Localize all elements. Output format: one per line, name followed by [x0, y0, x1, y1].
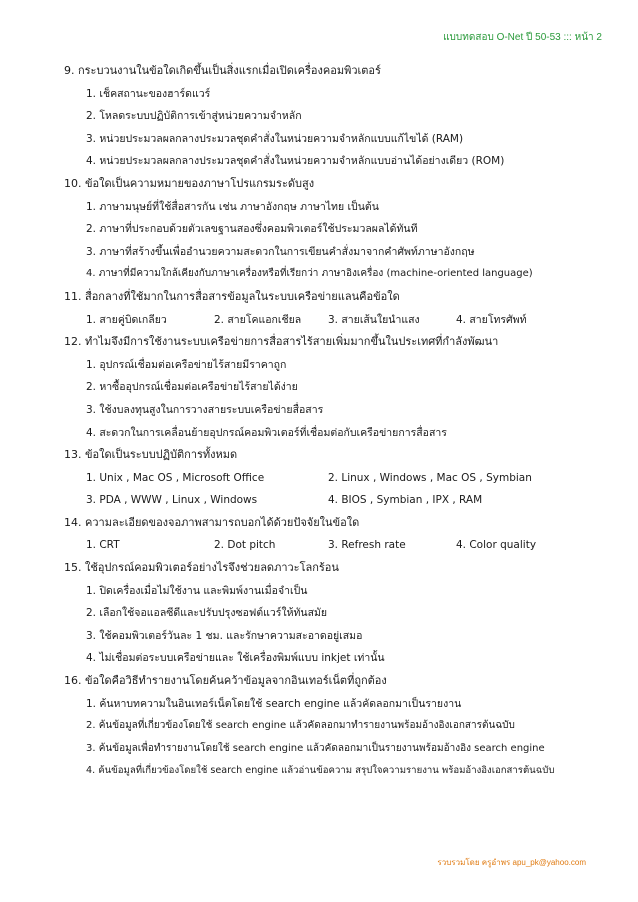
question-11-option-1: 1. สายคู่บิดเกลียว: [86, 313, 167, 326]
question-12-option-4: 4. สะดวกในการเคลื่อนย้ายอุปกรณ์คอมพิวเตอร์ที่เชื่อมต่อกับเครือข่ายการสื่อสาร: [86, 426, 447, 439]
question-11-option-3: 3. สายเส้นใยนำแสง: [328, 313, 420, 326]
question-11-option-4: 4. สายโทรศัพท์: [456, 313, 527, 326]
question-13-option-1: 1. Unix , Mac OS , Microsoft Office: [86, 471, 265, 484]
question-9-option-4: 4. หน่วยประมวลผลกลางประมวลชุดคำสั่งในหน่วยความจำหลักแบบอ่านได้อย่างเดียว (ROM): [86, 155, 505, 168]
question-9-option-1: 1. เช็คสถานะของฮาร์ดแวร์: [86, 87, 211, 100]
question-13-options-row-1: [64, 467, 624, 490]
question-10: 10. ข้อใดเป็นความหมายของภาษาโปรแกรมระดับสูง: [64, 176, 315, 190]
question-12-option-2: 2. หาซื้ออุปกรณ์เชื่อมต่อเครือข่ายไร้สายได้ง่าย: [86, 381, 298, 394]
question-13: 13. ข้อใดเป็นระบบปฏิบัติการทั้งหมด: [64, 448, 238, 462]
question-11-option-2: 2. สายโคแอกเชียล: [214, 313, 302, 326]
question-14-options: [64, 534, 624, 557]
page-header: แบบทดสอบ O-Net ปี 50-53 ::: หน้า 2: [443, 32, 602, 43]
question-10-option-2: 2. ภาษาที่ประกอบด้วยตัวเลขฐานสองซึ่งคอมพิวเตอร์ใช้ประมวลผลได้ทันที: [86, 223, 418, 236]
question-11-options: [64, 309, 624, 332]
question-13-option-4: 4. BIOS , Symbian , IPX , RAM: [328, 494, 483, 507]
question-14-option-3: 3. Refresh rate: [328, 539, 406, 552]
question-15-option-2: 2. เลือกใช้จอแอลซีดีและปรับปรุงซอฟต์แวร์ให้ทันสมัย: [86, 607, 328, 620]
question-16: 16. ข้อใดคือวิธีทำรายงานโดยค้นคว้าข้อมูลจากอินเทอร์เน็ตที่ถูกต้อง: [64, 674, 387, 688]
question-16-option-4: 4. ค้นข้อมูลที่เกี่ยวข้องโดยใช้ search engine แล้วอ่านข้อความ สรุปใจความรายงาน พร้อมอ้างอิงเอกสารต้นฉบับ: [86, 765, 555, 777]
question-13-options-row-2: [64, 489, 624, 512]
question-12-option-1: 1. อุปกรณ์เชื่อมต่อเครือข่ายไร้สายมีราคาถูก: [86, 358, 287, 371]
question-15: 15. ใช้อุปกรณ์คอมพิวเตอร์อย่างไรจึงช่วยลดภาวะโลกร้อน: [64, 561, 339, 575]
question-15-option-1: 1. ปิดเครื่องเมื่อไม่ใช้งาน และพิมพ์งานเมื่อจำเป็น: [86, 584, 308, 597]
question-15-option-4: 4. ไม่เชื่อมต่อระบบเครือข่ายและ ใช้เครื่องพิมพ์แบบ inkjet เท่านั้น: [86, 652, 385, 665]
question-10-option-1: 1. ภาษามนุษย์ที่ใช้สื่อสารกัน เช่น ภาษาอังกฤษ ภาษาไทย เป็นต้น: [86, 200, 379, 213]
question-11: 11. สื่อกลางที่ใช้มากในการสื่อสารข้อมูลในระบบเครือข่ายแลนคือข้อใด: [64, 289, 400, 303]
question-list: [64, 60, 624, 783]
question-16-option-3: 3. ค้นข้อมูลเพื่อทำรายงานโดยใช้ search engine แล้วคัดลอกมาเป็นรายงานพร้อมอ้างอิง search engine: [86, 742, 545, 754]
question-16-option-1: 1. ค้นหาบทความในอินเทอร์เน็ตโดยใช้ search engine แล้วคัดลอกมาเป็นรายงาน: [86, 697, 462, 710]
question-15-option-3: 3. ใช้คอมพิวเตอร์วันละ 1 ชม. และรักษาความสะอาดอยู่เสมอ: [86, 629, 363, 642]
question-10-option-3: 3. ภาษาที่สร้างขึ้นเพื่ออำนวยความสะดวกในการเขียนคำสั่งมาจากคำศัพท์ภาษาอังกฤษ: [86, 245, 475, 258]
question-13-option-2: 2. Linux , Windows , Mac OS , Symbian: [328, 471, 532, 484]
question-9: 9. กระบวนงานในข้อใดเกิดขึ้นเป็นสิ่งแรกเมื่อเปิดเครื่องคอมพิวเตอร์: [64, 64, 381, 77]
question-16-option-2: 2. ค้นข้อมูลที่เกี่ยวข้องโดยใช้ search engine แล้วคัดลอกมาทำรายงานพร้อมอ้างอิงเอกสารต้นฉบับ: [86, 720, 515, 732]
question-12: 12. ทำไมจึงมีการใช้งานระบบเครือข่ายการสื่อสารไร้สายเพิ่มมากขึ้นในประเทศที่กำลังพัฒนา: [64, 335, 499, 349]
question-14-option-2: 2. Dot pitch: [214, 539, 276, 552]
question-14-option-4: 4. Color quality: [456, 539, 537, 552]
question-12-option-3: 3. ใช้งบลงทุนสูงในการวางสายระบบเครือข่ายสื่อสาร: [86, 403, 324, 416]
page-footer: รวบรวมโดย ครูอำพร apu_pk@yahoo.com: [437, 858, 586, 867]
question-14: 14. ความละเอียดของจอภาพสามารถบอกได้ด้วยปัจจัยในข้อใด: [64, 515, 360, 529]
question-14-option-1: 1. CRT: [86, 539, 120, 552]
question-9-option-3: 3. หน่วยประมวลผลกลางประมวลชุดคำสั่งในหน่วยความจำหลักแบบแก้ไขได้ (RAM): [86, 132, 464, 145]
question-13-option-3: 3. PDA , WWW , Linux , Windows: [86, 494, 258, 507]
question-9-option-2: 2. โหลดระบบปฏิบัติการเข้าสู่หน่วยความจำหลัก: [86, 110, 302, 123]
question-10-option-4: 4. ภาษาที่มีความใกล้เคียงกับภาษาเครื่องหรือที่เรียกว่า ภาษาอิงเครื่อง (machine-oriented language): [86, 268, 533, 280]
